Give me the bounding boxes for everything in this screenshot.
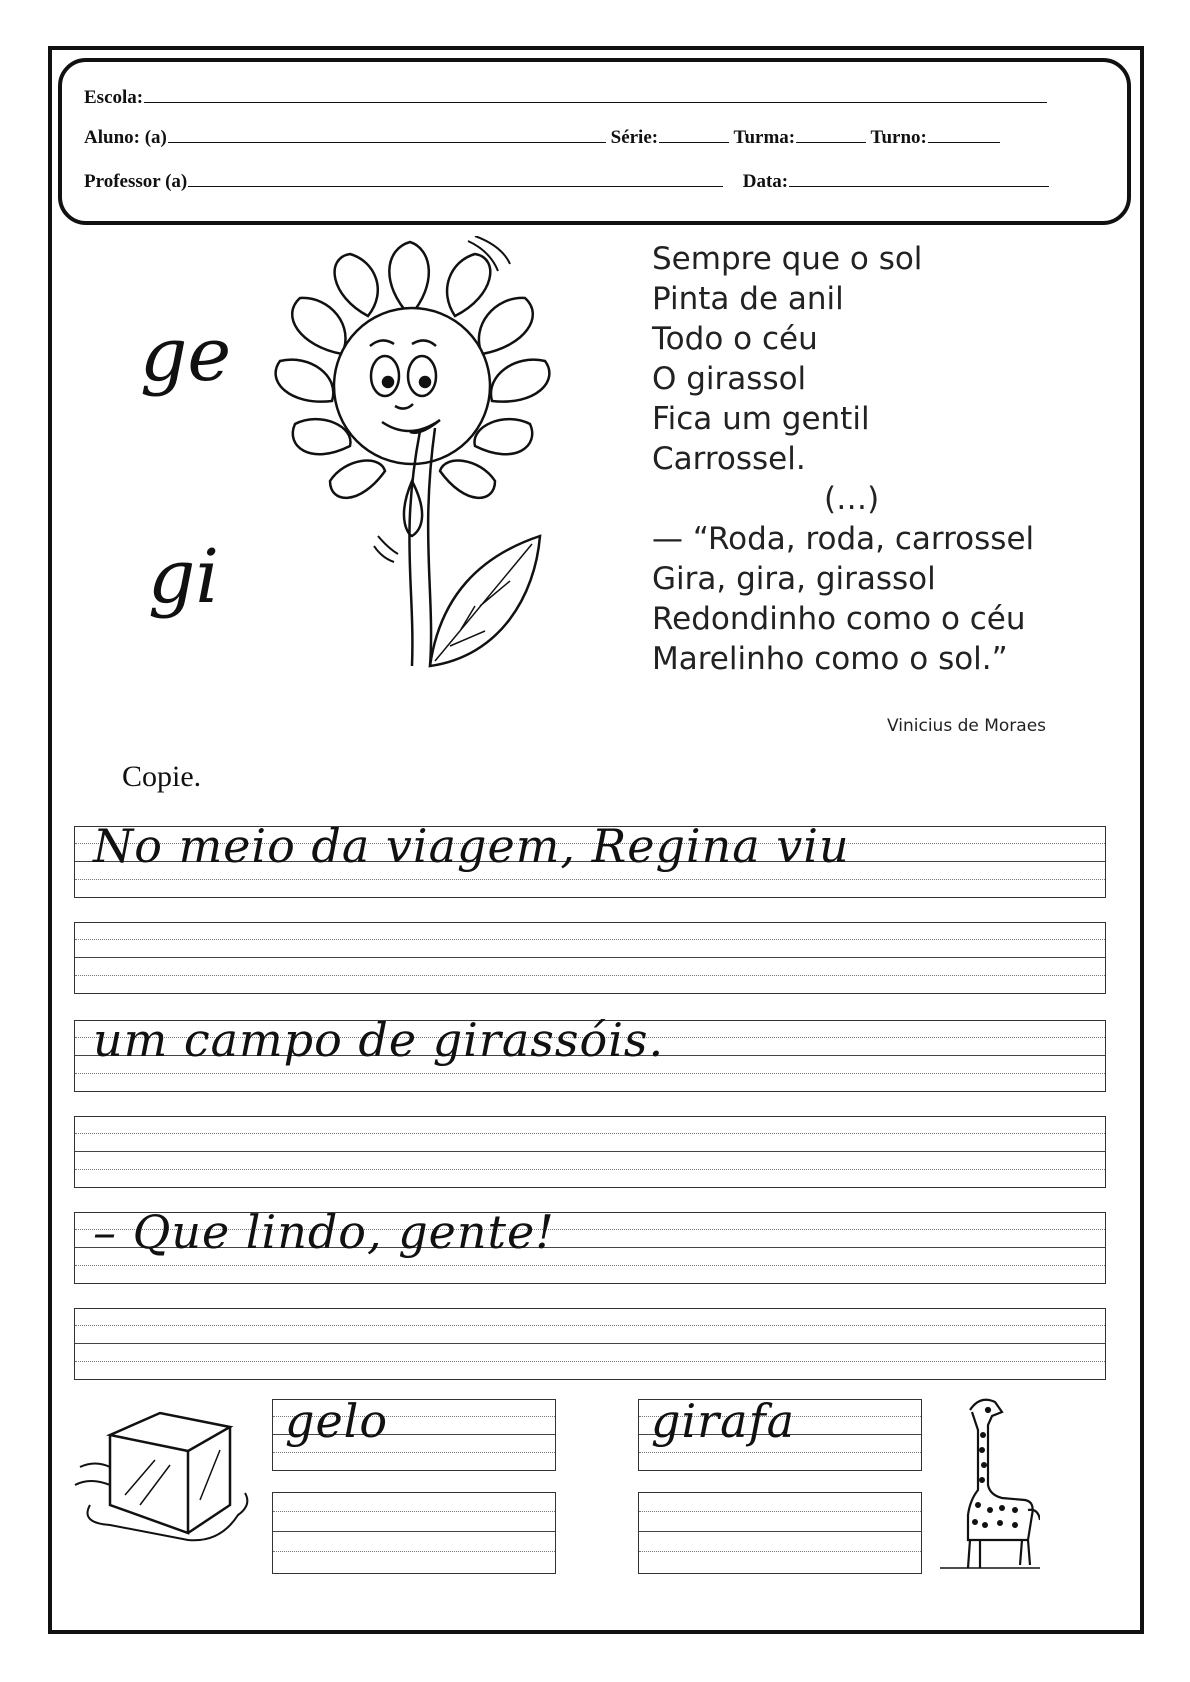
copy-writing-block[interactable] [74, 1308, 1106, 1380]
poem-author: Vinicius de Moraes [887, 716, 1047, 736]
instruction-copie: Copie. [122, 760, 202, 793]
student-row [84, 124, 1000, 149]
poem-line: Redondinho como o céu [652, 601, 1026, 637]
date-label: Data: [742, 171, 789, 192]
class-label: Turma: [733, 127, 796, 148]
shift-field[interactable] [928, 124, 1000, 143]
copy-word-block[interactable] [638, 1492, 922, 1574]
copy-writing-block[interactable] [74, 1116, 1106, 1188]
school-row [84, 84, 1047, 109]
teacher-label: Professor (a) [84, 171, 188, 192]
poem-line: Todo o céu [652, 321, 818, 357]
shift-label: Turno: [870, 127, 927, 148]
cursive-gi: gi [148, 534, 220, 620]
model-sentence: – Que lindo, gente! [93, 1205, 555, 1259]
poem-line: Fica um gentil [652, 401, 870, 437]
model-writing-block [74, 1013, 1106, 1092]
cursive-ge: ge [140, 312, 232, 398]
poem-line: Pinta de anil [652, 281, 844, 317]
model-word-gelo: gelo [285, 1394, 389, 1448]
teacher-field[interactable] [188, 168, 723, 187]
model-word-block [638, 1394, 922, 1471]
poem-ellipsis: (…) [824, 481, 880, 517]
poem-line: — “Roda, roda, carrossel [652, 521, 1035, 557]
school-field[interactable] [144, 84, 1047, 103]
poem-line: Sempre que o sol [652, 241, 923, 277]
teacher-row [84, 168, 1049, 193]
poem-line: Carrossel. [652, 441, 806, 477]
model-writing-block [74, 819, 1106, 898]
copy-word-block[interactable] [272, 1492, 556, 1574]
copy-writing-block[interactable] [74, 922, 1106, 994]
model-word-block [272, 1394, 556, 1471]
student-field[interactable] [168, 124, 606, 143]
grade-field[interactable] [659, 124, 729, 143]
poem [652, 239, 1034, 679]
grade-label: Série: [610, 127, 659, 148]
poem-line: O girassol [652, 361, 807, 397]
class-field[interactable] [796, 124, 866, 143]
model-word-girafa: girafa [651, 1394, 796, 1448]
sunflower-illustration [270, 236, 570, 736]
giraffe-illustration [940, 1390, 1040, 1590]
model-sentence: No meio da viagem, Regina viu [93, 819, 850, 873]
model-sentence: um campo de girassóis. [93, 1013, 665, 1067]
date-field[interactable] [789, 168, 1049, 187]
model-writing-block [74, 1205, 1106, 1284]
poem-line: Gira, gira, girassol [652, 561, 936, 597]
ice-cube-illustration [70, 1405, 260, 1545]
school-label: Escola: [84, 87, 144, 108]
student-label: Aluno: (a) [84, 127, 167, 148]
poem-line: Marelinho como o sol.” [652, 641, 1008, 677]
